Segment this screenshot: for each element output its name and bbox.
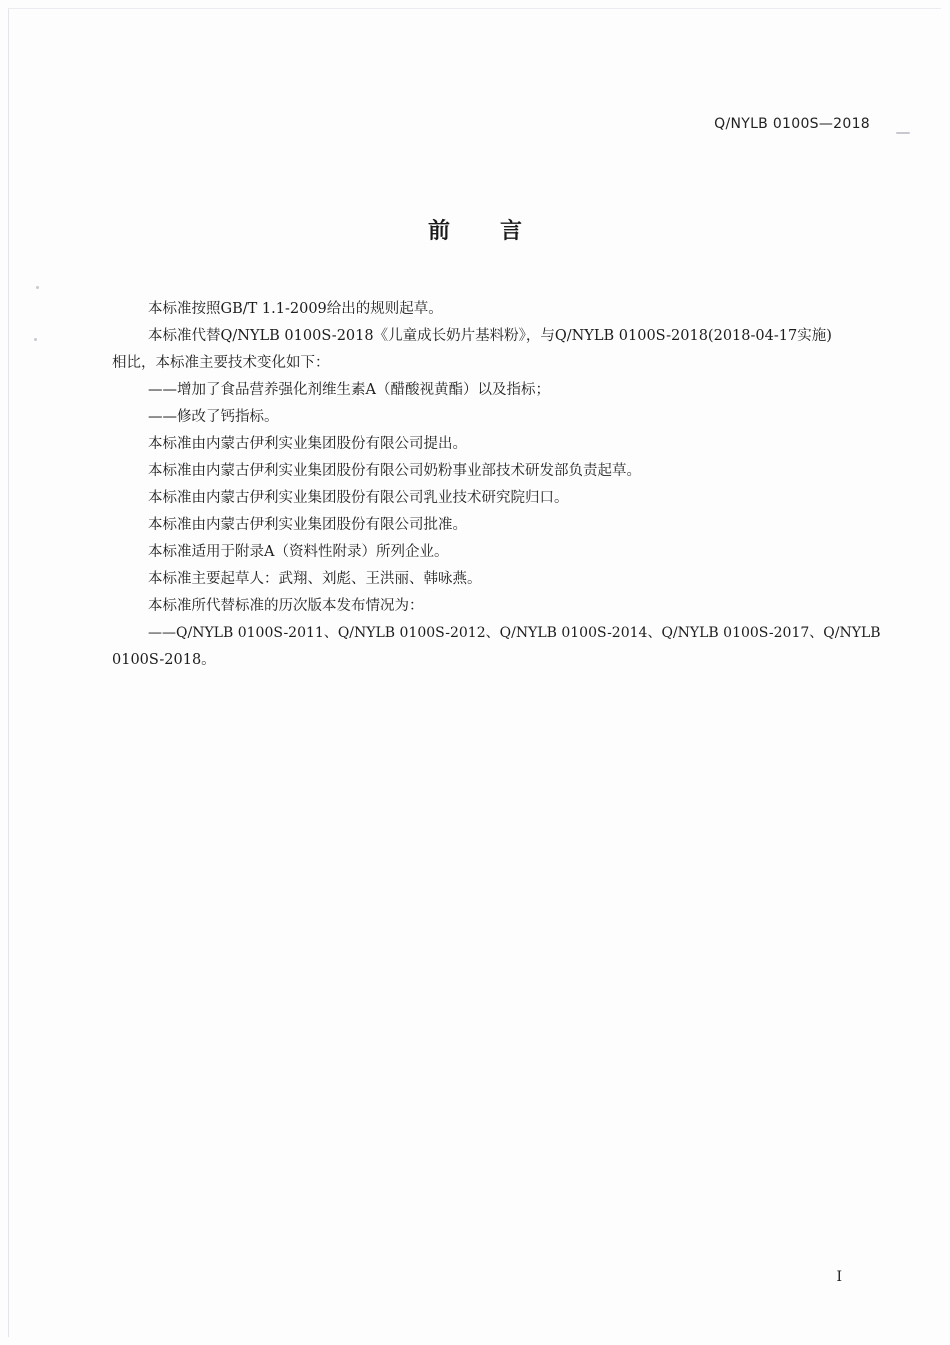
scan-speck: [896, 132, 910, 134]
paragraph: 本标准按照GB/T 1.1-2009给出的规则起草。: [148, 301, 443, 317]
paragraph: 本标准所代替标准的历次版本发布情况为：: [148, 598, 424, 614]
document-code: Q/NYLB 0100S—2018: [714, 116, 870, 132]
scan-speck: [36, 286, 39, 289]
paragraph: 本标准由内蒙古伊利实业集团股份有限公司奶粉事业部技术研发部负责起草。: [148, 463, 641, 479]
page-number: I: [836, 1269, 842, 1285]
paragraph: 本标准代替Q/NYLB 0100S-2018《儿童成长奶片基料粉》，与Q/NYLB 0100S-2018(2018-04-17实施): [148, 328, 832, 344]
foreword-body: [112, 296, 881, 674]
paragraph: 本标准由内蒙古伊利实业集团股份有限公司批准。: [148, 517, 467, 533]
change-item: ——修改了钙指标。: [148, 409, 279, 425]
paragraph: 本标准由内蒙古伊利实业集团股份有限公司乳业技术研究院归口。: [148, 490, 569, 506]
scan-speck: [34, 338, 37, 341]
paragraph: 本标准由内蒙古伊利实业集团股份有限公司提出。: [148, 436, 467, 452]
paragraph: 本标准主要起草人：武翔、刘彪、王洪丽、韩咏燕。: [148, 571, 482, 587]
paragraph: 本标准适用于附录A（资料性附录）所列企业。: [148, 544, 449, 560]
version-list: ——Q/NYLB 0100S-2011、Q/NYLB 0100S-2012、Q/NYLB 0100S-2014、Q/NYLB 0100S-2017、Q/NYLB: [148, 625, 881, 641]
change-item: ——增加了食品营养强化剂维生素A（醋酸视黄酯）以及指标；: [148, 382, 550, 398]
paragraph-continuation: 相比，本标准主要技术变化如下：: [112, 355, 330, 371]
paragraph-continuation: 0100S-2018。: [112, 652, 216, 668]
page-title: 前言: [427, 219, 572, 244]
